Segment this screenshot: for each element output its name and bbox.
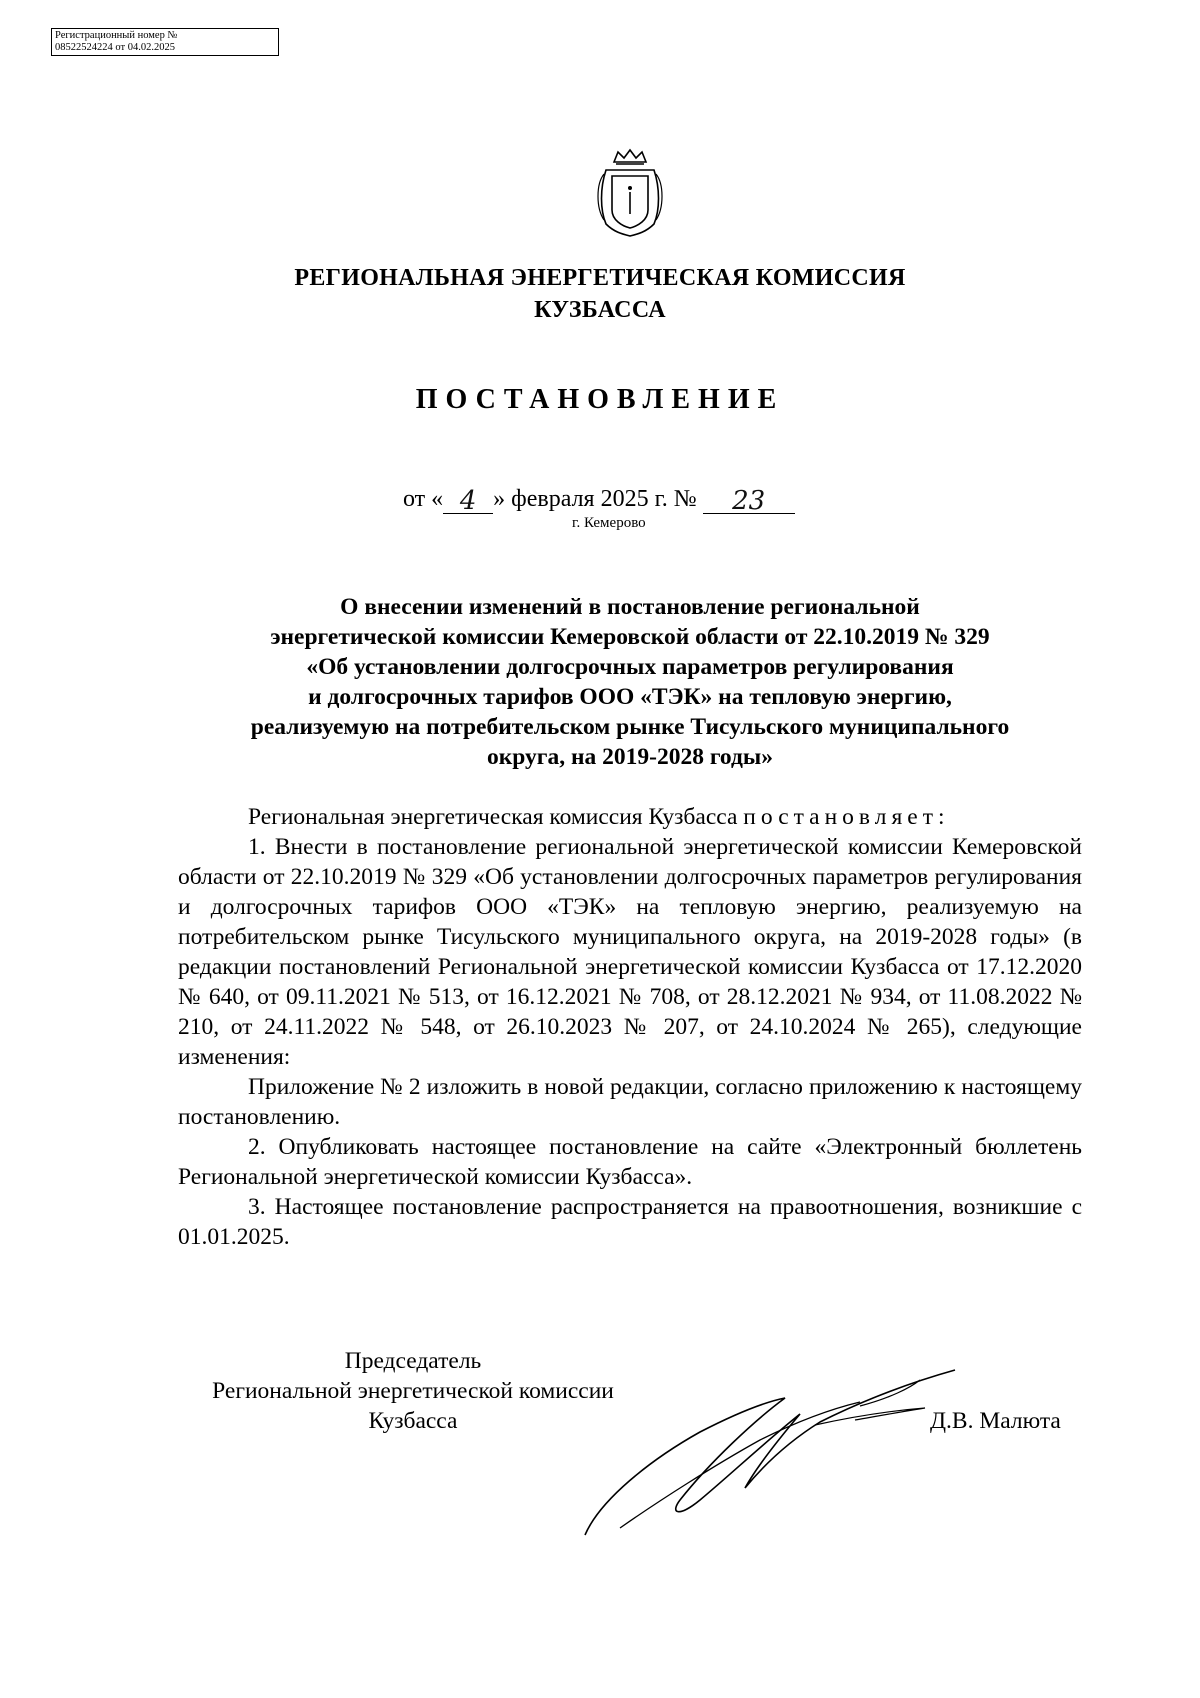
organization-name [0, 262, 1200, 326]
title-line: энергетической комиссии Кемеровской области от 22.10.2019 № 329 [270, 624, 990, 650]
title-line: и долгосрочных тарифов ООО «ТЭК» на тепловую энергию, [308, 684, 952, 710]
title-line: реализуемую на потребительском рынке Тисульского муниципального [250, 714, 1010, 740]
number-handwritten: 23 [732, 486, 766, 516]
day-field [443, 487, 493, 514]
signer-name: Д.В. Малюта [930, 1408, 1061, 1434]
document-body [178, 802, 1082, 1252]
title-line: округа, на 2019-2028 годы» [487, 744, 773, 770]
paragraph-2: 2. Опубликовать настоящее постановление на сайте «Электронный бюллетень Региональной энергетической комиссии Кузбасса». [178, 1134, 1082, 1190]
intro-verb: постановляет: [743, 804, 950, 830]
organization-line-1: РЕГИОНАЛЬНАЯ ЭНЕРГЕТИЧЕСКАЯ КОМИССИЯ [294, 265, 906, 291]
handwritten-signature [560, 1350, 1020, 1550]
number-field [703, 487, 795, 514]
signer-position-line-1: Председатель [344, 1348, 482, 1374]
date-prefix: от « [403, 486, 444, 512]
title-line: «Об установлении долгосрочных параметров регулирования [306, 654, 954, 680]
organization-line-2: КУЗБАССА [534, 297, 666, 323]
document-title [178, 592, 1082, 772]
coat-of-arms-icon [592, 148, 668, 240]
registration-stamp [51, 28, 279, 56]
paragraph-3: 3. Настоящее постановление распространяется на правоотношения, возникшие с 01.01.2025. [178, 1194, 1082, 1250]
city: г. Кемерово [572, 515, 646, 531]
date-middle: » февраля 2025 г. № [493, 486, 697, 512]
paragraph-1: 1. Внести в постановление региональной энергетической комиссии Кемеровской области от 22.10.2019 № 329 «Об установлении долгосрочных параметров регулирования и долгосрочных тарифов ООО «ТЭК» на тепловую энергию, реализуемую на потребительском рынке Тисульского муниципального округа, на 2019-2028 годы» (в редакции постановлений Региональной энергетической комиссии Кузбасса от 17.12.2020 № 640, от 09.11.2021 № 513, от 16.12.2021 № 708, от 28.12.2021 № 934, от 11.08.2022 № 210, от 24.11.2022 № 548, от 26.10.2023 № 207, от 24.10.2024 № 265), следующие изменения: [178, 834, 1082, 1070]
signer-position-line-3: Кузбасса [368, 1408, 458, 1434]
document-type: ПОСТАНОВЛЕНИЕ [415, 384, 785, 415]
paragraph-1-sub: Приложение № 2 изложить в новой редакции, согласно приложению к настоящему постановлению. [178, 1074, 1082, 1130]
registration-number: 08522524224 от 04.02.2025 [55, 41, 175, 53]
intro-paragraph [178, 802, 1082, 832]
title-line: О внесении изменений в постановление региональной [340, 594, 920, 620]
intro-text: Региональная энергетическая комиссия Кузбасса [248, 804, 744, 830]
signer-position-line-2: Региональной энергетической комиссии [212, 1378, 614, 1404]
date-line [403, 484, 873, 514]
day-handwritten: 4 [459, 486, 477, 516]
registration-label: Регистрационный номер № [55, 30, 178, 41]
